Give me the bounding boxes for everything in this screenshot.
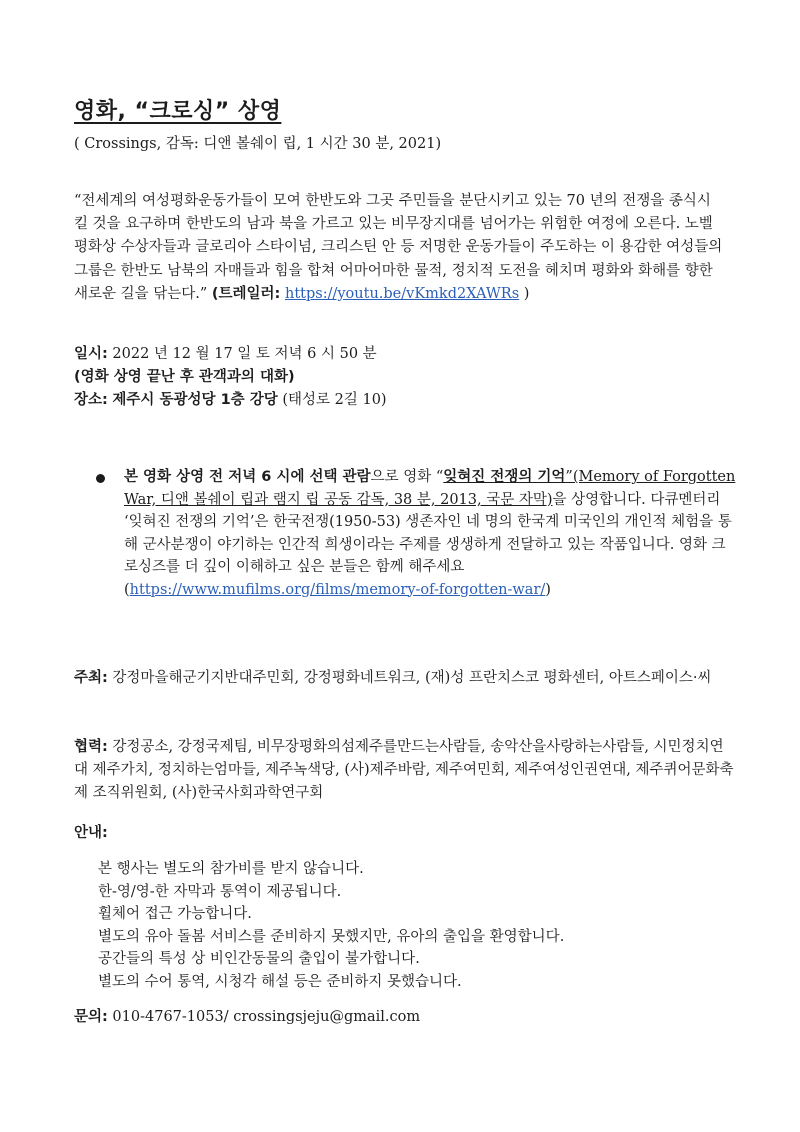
link-close: ) xyxy=(545,581,551,598)
cooperation-label: 협력: xyxy=(74,739,108,755)
pre-screening-intro: 본 영화 상영 전 저녁 6 시에 선택 관람 xyxy=(124,469,371,485)
event-title: 영화, “크로싱” 상영 xyxy=(74,99,282,124)
synopsis-text: “전세계의 여성평화운동가들이 모여 한반도와 그곳 주민들을 분단시키고 있는 70 년의 전쟁을 종식시킬 것을 요구하며 한반도의 남과 북을 가르고 있는 비무장지대를 넘어가는 위험한 여정에 오른다. 노벨평화상 수상자들과 글로리아 스타이넘, 크리스틴 안 등 저명한 운동가들이 주도하는 이 용감한 여성들의 그룹은 한반도 남북의 자매들과 힘을 합쳐 어마어마한 물적, 정치적 도전을 헤치며 평화와 화해를 향한 새로운 길을 닦는다.” xyxy=(74,193,723,302)
film-title-memory: 잊혀진 전쟁의 기억 xyxy=(443,469,566,485)
date-value: 2022 년 12 월 17 일 토 저녁 6 시 50 분 xyxy=(112,346,377,362)
talk-note: (영화 상영 끝난 후 관객과의 대화) xyxy=(74,369,295,385)
pre-screening-text1: 으로 영화 “ xyxy=(370,469,444,485)
contact xyxy=(74,1005,420,1026)
pre-screening-text xyxy=(124,466,736,601)
notice-heading: 안내: xyxy=(74,825,108,841)
venue-address: (태성로 2길 10) xyxy=(282,392,387,408)
pre-screening-notice xyxy=(96,466,736,601)
film-website-link[interactable]: https://www.mufilms.org/films/memory-of-forgotten-war/ xyxy=(129,581,546,598)
schedule xyxy=(74,343,724,412)
trailer-link[interactable]: https://youtu.be/vKmkd2XAWRs xyxy=(284,285,520,302)
date-row xyxy=(74,343,724,366)
contact-label: 문의: xyxy=(74,1009,108,1025)
bullet-icon xyxy=(96,474,105,483)
venue-value: 제주시 동광성당 1층 강당 xyxy=(112,392,278,408)
trailer-label: (트레일러: xyxy=(211,285,281,302)
notice-item: 본 행사는 별도의 참가비를 받지 않습니다. xyxy=(98,861,364,877)
date-label: 일시: xyxy=(74,346,108,362)
notice-item: 공간들의 특성 상 비인간동물의 출입이 불가합니다. xyxy=(98,951,420,967)
film-info: ( Crossings, 감독: 디앤 볼쉐이 립, 1 시간 30 분, 2021) xyxy=(74,136,442,152)
notice-item: 별도의 수어 통역, 시청각 해설 등은 준비하지 못했습니다. xyxy=(98,973,462,990)
cooperation-value: 강정공소, 강정국제팀, 비무장평화의섬제주를만드는사람들, 송악산을사랑하는사람들, 시민정치연대 제주가치, 정치하는엄마들, 제주녹색당, (사)제주바람, 제주여민회, 제주여성인권연대, 제주퀴어문화축제 조직위원회, (사)한국사회과학연구회 xyxy=(74,739,734,801)
synopsis xyxy=(74,190,724,306)
pre-screening-film-details: ”(Memory of Forgotten War, 디앤 볼쉐이 립과 램지 립 공동 감독, 38 분, 2013, 국문 자막) xyxy=(124,469,736,508)
notice-list xyxy=(98,858,718,993)
organizers-value: 강정마을해군기지반대주민회, 강정평화네트워크, (재)성 프란치스코 평화센터, 아트스페이스·씨 xyxy=(112,670,712,686)
contact-value: 010-4767-1053/ crossingsjeju@gmail.com xyxy=(112,1009,421,1025)
link-open: ( xyxy=(124,581,130,598)
notice-item: 별도의 유아 돌봄 서비스를 준비하지 못했지만, 유아의 출입을 환영합니다. xyxy=(98,928,565,945)
cooperation xyxy=(74,736,734,805)
notice-item: 휠체어 접근 가능합니다. xyxy=(98,906,252,922)
notice-item: 한-영/영-한 자막과 통역이 제공됩니다. xyxy=(98,883,342,900)
pre-screening-description: 을 상영합니다. 다큐멘터리 ‘잊혀진 전쟁의 기억’은 한국전쟁(1950-53) 생존자인 네 명의 한국계 미국인의 개인적 체험을 통해 군사분쟁이 야기하는 인간적 희생이라는 주제를 생생하게 전달하고 있는 작품입니다. 영화 크로싱즈를 더 깊이 이해하고 싶은 분들은 함께 해주세요 xyxy=(124,491,732,575)
venue-label: 장소: xyxy=(74,392,108,408)
organizers-label: 주최: xyxy=(74,670,108,686)
trailer-close: ) xyxy=(523,285,530,302)
organizers xyxy=(74,667,734,690)
venue-row xyxy=(74,389,724,412)
